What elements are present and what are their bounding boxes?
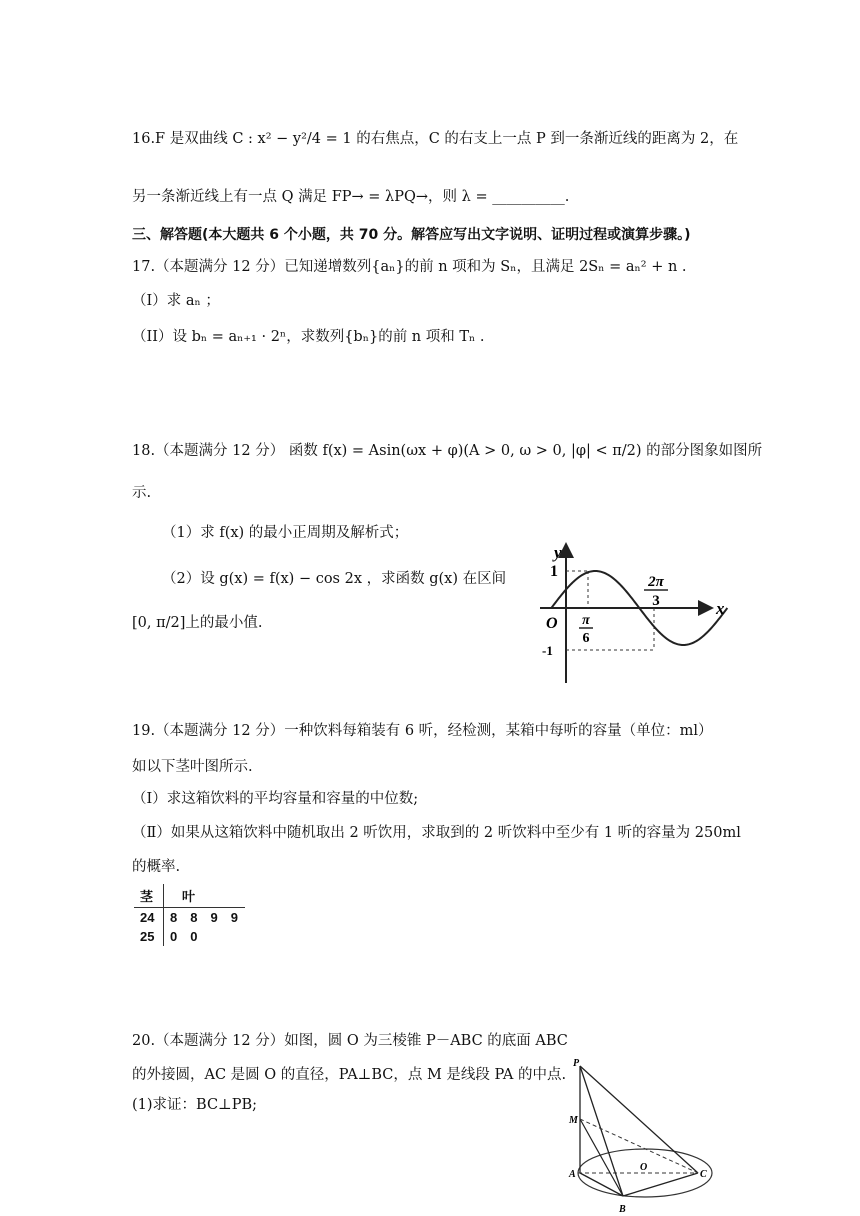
q16-line1: 16.F 是双曲线 C : x² − y²/4 = 1 的右焦点，C 的右支上一点 P 到一条渐近线的距离为 2，在 (132, 131, 739, 147)
q19-line2: 如以下茎叶图所示. (132, 759, 253, 775)
q18-line5: [0, π/2]上的最小值. (132, 615, 263, 631)
table-row: 24 8 8 9 9 (134, 908, 245, 928)
q20-line1: 20.（本题满分 12 分）如图，圆 O 为三棱锥 P－ABC 的底面 ABC (132, 1033, 568, 1049)
q17-line1: 17.（本题满分 12 分）已知递增数列{aₙ}的前 n 项和为 Sₙ，且满足 2Sₙ = aₙ² + n . (132, 259, 687, 275)
y-bottom-label: -1 (542, 643, 553, 658)
q18-line3: （1）求 f(x) 的最小正周期及解析式； (162, 525, 409, 541)
table-row: 25 0 0 (134, 927, 245, 946)
pi6-num: π (582, 613, 590, 628)
2pi3-den: 3 (652, 593, 660, 609)
q17-line3: （II）设 bₙ = aₙ₊₁ · 2ⁿ，求数列{bₙ}的前 n 项和 Tₙ . (132, 329, 485, 345)
q19-line4: （Ⅱ）如果从这箱饮料中随机取出 2 听饮用，求取到的 2 听饮料中至少有 1 听的容量为 250ml (132, 825, 741, 841)
sine-graph (530, 538, 740, 688)
stem-leaf-table (134, 884, 245, 946)
q18-line1: 18.（本题满分 12 分） 函数 f(x) = Asin(ωx + φ)(A > 0, ω > 0, |φ| < π/2) 的部分图象如图所 (132, 443, 763, 459)
q19-line1: 19.（本题满分 12 分）一种饮料每箱装有 6 听，经检测，某箱中每听的容量（单位：ml） (132, 723, 713, 739)
q20-line2: 的外接圆，AC 是圆 O 的直径，PA⊥BC，点 M 是线段 PA 的中点. (132, 1067, 567, 1083)
stem-header: 茎 (134, 884, 164, 908)
leaf-header: 叶 (182, 889, 196, 904)
q17-line2: （I）求 aₙ ； (132, 293, 220, 309)
label-C: C (700, 1169, 707, 1180)
label-M: M (569, 1115, 578, 1126)
pyramid-figure (560, 1052, 730, 1216)
pi6-den: 6 (582, 631, 590, 646)
y-label: y (554, 543, 562, 562)
q16-line2: 另一条渐近线上有一点 Q 满足 FP→ = λPQ→，则 λ = __________. (132, 189, 570, 205)
q19-line5: 的概率. (132, 859, 181, 875)
label-P: P (573, 1058, 580, 1069)
label-O: O (640, 1162, 648, 1173)
q18-line2: 示. (132, 485, 152, 501)
y-top-label: 1 (550, 563, 558, 580)
label-A: A (569, 1169, 576, 1180)
label-B: B (619, 1204, 626, 1215)
q18-line4: （2）设 g(x) = f(x) − cos 2x ，求函数 g(x) 在区间 (162, 571, 507, 587)
q20-line3: (1)求证：BC⊥PB; (132, 1097, 257, 1113)
x-label: x (716, 599, 725, 618)
section-heading: 三、解答题(本大题共 6 个小题，共 70 分。解答应写出文字说明、证明过程或演算步骤。) (132, 227, 691, 243)
origin-label: O (546, 615, 558, 632)
q19-line3: （Ⅰ）求这箱饮料的平均容量和容量的中位数; (132, 791, 419, 807)
2pi3-num: 2π (648, 574, 664, 590)
